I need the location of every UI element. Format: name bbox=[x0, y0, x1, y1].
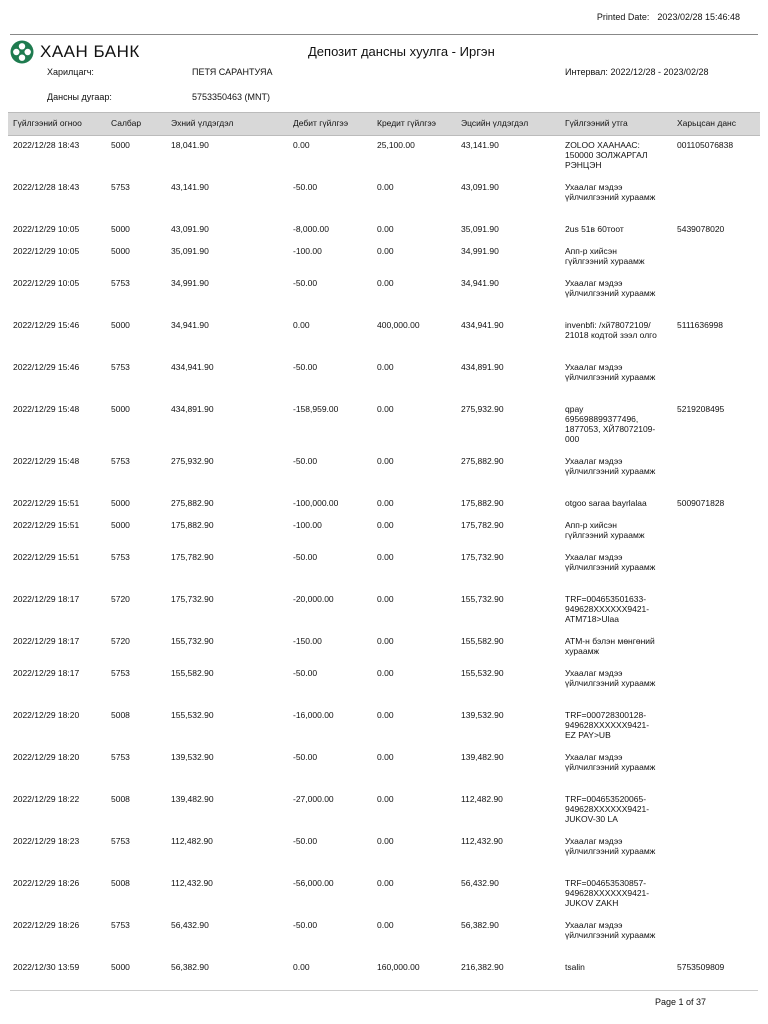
cell-counter-account: 5753509809 bbox=[677, 962, 725, 972]
column-header: Кредит гүйлгээ bbox=[377, 118, 437, 128]
cell-description: qpay 695698899377496, 1877053, ХЙ78072109- 000 bbox=[565, 404, 656, 444]
cell-credit: 0.00 bbox=[377, 278, 394, 288]
cell-branch: 5720 bbox=[111, 594, 130, 604]
cell-description: TRF=000728300128- 949628XXXXXX9421- EZ PAY>UB bbox=[565, 710, 650, 740]
cell-debit: -50.00 bbox=[293, 836, 318, 846]
column-header: Харьцсан данс bbox=[677, 118, 736, 128]
cell-branch: 5000 bbox=[111, 140, 130, 150]
cell-opening-balance: 34,991.90 bbox=[171, 278, 209, 288]
cell-description: Апп-р хийсэн гүйлгээний хураамж bbox=[565, 520, 645, 540]
printed-date-value: 2023/02/28 15:46:48 bbox=[657, 12, 740, 22]
cell-closing-balance: 43,091.90 bbox=[461, 182, 499, 192]
interval-value: 2022/12/28 - 2023/02/28 bbox=[610, 67, 709, 77]
cell-credit: 0.00 bbox=[377, 404, 394, 414]
cell-counter-account: 5219208495 bbox=[677, 404, 725, 414]
cell-debit: -56,000.00 bbox=[293, 878, 334, 888]
column-header: Гүйлгээний утга bbox=[565, 118, 628, 128]
cell-closing-balance: 175,732.90 bbox=[461, 552, 504, 562]
cell-closing-balance: 275,932.90 bbox=[461, 404, 504, 414]
cell-debit: -100.00 bbox=[293, 246, 322, 256]
cell-opening-balance: 112,432.90 bbox=[171, 878, 213, 888]
cell-description: Ухаалаг мэдээ үйлчилгээний хураамж bbox=[565, 920, 656, 940]
footer-divider bbox=[10, 990, 758, 991]
cell-description: Ухаалаг мэдээ үйлчилгээний хураамж bbox=[565, 182, 656, 202]
cell-debit: -50.00 bbox=[293, 182, 318, 192]
cell-description: Ухаалаг мэдээ үйлчилгээний хураамж bbox=[565, 752, 656, 772]
cell-opening-balance: 275,932.90 bbox=[171, 456, 214, 466]
cell-date: 2022/12/29 15:46 bbox=[13, 362, 80, 372]
cell-credit: 0.00 bbox=[377, 362, 394, 372]
cell-debit: -50.00 bbox=[293, 920, 318, 930]
cell-branch: 5000 bbox=[111, 520, 130, 530]
cell-date: 2022/12/30 13:59 bbox=[13, 962, 80, 972]
cell-credit: 0.00 bbox=[377, 552, 394, 562]
cell-closing-balance: 56,382.90 bbox=[461, 920, 499, 930]
column-header: Эхний үлдэгдэл bbox=[171, 118, 234, 128]
cell-credit: 0.00 bbox=[377, 920, 394, 930]
cell-credit: 0.00 bbox=[377, 498, 394, 508]
cell-debit: -50.00 bbox=[293, 456, 318, 466]
cell-closing-balance: 155,532.90 bbox=[461, 668, 504, 678]
cell-closing-balance: 175,882.90 bbox=[461, 498, 504, 508]
column-header: Салбар bbox=[111, 118, 142, 128]
cell-closing-balance: 112,432.90 bbox=[461, 836, 503, 846]
cell-credit: 160,000.00 bbox=[377, 962, 420, 972]
cell-date: 2022/12/29 18:22 bbox=[13, 794, 80, 804]
cell-branch: 5008 bbox=[111, 710, 130, 720]
cell-description: TRF=004653520065- 949628XXXXXX9421- JUKOV-30 LA bbox=[565, 794, 650, 824]
column-header: Гүйлгээний огноо bbox=[13, 118, 82, 128]
cell-branch: 5753 bbox=[111, 278, 130, 288]
cell-date: 2022/12/29 18:20 bbox=[13, 710, 80, 720]
cell-description: invenbfi: /хй78072109/ 21018 кодтой зээл олго bbox=[565, 320, 657, 340]
cell-credit: 400,000.00 bbox=[377, 320, 420, 330]
cell-branch: 5753 bbox=[111, 362, 130, 372]
cell-credit: 0.00 bbox=[377, 456, 394, 466]
cell-description: Ухаалаг мэдээ үйлчилгээний хураамж bbox=[565, 836, 656, 856]
cell-date: 2022/12/29 10:05 bbox=[13, 246, 80, 256]
cell-opening-balance: 43,141.90 bbox=[171, 182, 209, 192]
cell-credit: 0.00 bbox=[377, 752, 394, 762]
cell-date: 2022/12/29 15:46 bbox=[13, 320, 80, 330]
cell-credit: 0.00 bbox=[377, 520, 394, 530]
cell-description: Ухаалаг мэдээ үйлчилгээний хураамж bbox=[565, 456, 656, 476]
cell-debit: -100.00 bbox=[293, 520, 322, 530]
cell-date: 2022/12/29 18:17 bbox=[13, 594, 80, 604]
cell-debit: -50.00 bbox=[293, 278, 318, 288]
cell-debit: -150.00 bbox=[293, 636, 322, 646]
cell-opening-balance: 43,091.90 bbox=[171, 224, 209, 234]
cell-debit: -20,000.00 bbox=[293, 594, 334, 604]
cell-debit: -16,000.00 bbox=[293, 710, 334, 720]
cell-description: ZOLOO ХААНААС: 150000 ЗОЛЖАРГАЛ РЭНЦЭН bbox=[565, 140, 648, 170]
cell-description: TRF=004653530857- 949628XXXXXX9421- JUKOV ZAKH bbox=[565, 878, 650, 908]
cell-branch: 5753 bbox=[111, 752, 130, 762]
cell-debit: -50.00 bbox=[293, 362, 318, 372]
cell-opening-balance: 56,432.90 bbox=[171, 920, 209, 930]
cell-date: 2022/12/29 15:51 bbox=[13, 498, 80, 508]
cell-credit: 0.00 bbox=[377, 836, 394, 846]
cell-branch: 5753 bbox=[111, 668, 130, 678]
cell-branch: 5000 bbox=[111, 498, 130, 508]
cell-branch: 5753 bbox=[111, 456, 130, 466]
cell-credit: 0.00 bbox=[377, 794, 394, 804]
cell-opening-balance: 18,041.90 bbox=[171, 140, 209, 150]
cell-credit: 0.00 bbox=[377, 246, 394, 256]
cell-branch: 5008 bbox=[111, 878, 130, 888]
cell-credit: 0.00 bbox=[377, 224, 394, 234]
cell-closing-balance: 56,432.90 bbox=[461, 878, 499, 888]
cell-description: TRF=004653501633- 949628XXXXXX9421- ATM718>Ulaa bbox=[565, 594, 650, 624]
cell-closing-balance: 34,991.90 bbox=[461, 246, 499, 256]
bank-logo bbox=[10, 40, 140, 64]
cell-description: ATM-н бэлэн мөнгөний хураамж bbox=[565, 636, 655, 656]
cell-closing-balance: 155,732.90 bbox=[461, 594, 504, 604]
cell-closing-balance: 434,941.90 bbox=[461, 320, 504, 330]
cell-debit: -27,000.00 bbox=[293, 794, 334, 804]
cell-opening-balance: 434,891.90 bbox=[171, 404, 214, 414]
cell-date: 2022/12/29 18:17 bbox=[13, 668, 80, 678]
cell-branch: 5000 bbox=[111, 404, 130, 414]
cell-debit: -50.00 bbox=[293, 552, 318, 562]
interval bbox=[565, 67, 709, 77]
table-header bbox=[8, 112, 760, 136]
cell-description: Ухаалаг мэдээ үйлчилгээний хураамж bbox=[565, 362, 656, 382]
cell-opening-balance: 139,482.90 bbox=[171, 794, 214, 804]
cell-closing-balance: 275,882.90 bbox=[461, 456, 504, 466]
cell-description: otgoo saraa bayrlalaa bbox=[565, 498, 647, 508]
cell-debit: 0.00 bbox=[293, 320, 310, 330]
cell-description: 2us 51в 60тоот bbox=[565, 224, 624, 234]
column-header: Эцсийн үлдэгдэл bbox=[461, 118, 529, 128]
cell-debit: -50.00 bbox=[293, 668, 318, 678]
cell-counter-account: 5111636998 bbox=[677, 320, 724, 330]
cell-date: 2022/12/29 15:48 bbox=[13, 404, 80, 414]
cell-date: 2022/12/28 18:43 bbox=[13, 140, 80, 150]
cell-branch: 5753 bbox=[111, 182, 130, 192]
cell-credit: 0.00 bbox=[377, 668, 394, 678]
cell-description: Ухаалаг мэдээ үйлчилгээний хураамж bbox=[565, 668, 656, 688]
cell-description: Ухаалаг мэдээ үйлчилгээний хураамж bbox=[565, 278, 656, 298]
cell-credit: 0.00 bbox=[377, 182, 394, 192]
cell-branch: 5000 bbox=[111, 224, 130, 234]
cell-branch: 5753 bbox=[111, 552, 130, 562]
cell-counter-account: 5439078020 bbox=[677, 224, 725, 234]
cell-description: Апп-р хийсэн гүйлгээний хураамж bbox=[565, 246, 645, 266]
cell-date: 2022/12/29 15:48 bbox=[13, 456, 80, 466]
cell-branch: 5753 bbox=[111, 836, 130, 846]
cell-opening-balance: 155,532.90 bbox=[171, 710, 214, 720]
cell-debit: -8,000.00 bbox=[293, 224, 329, 234]
cell-debit: 0.00 bbox=[293, 962, 310, 972]
cell-opening-balance: 139,532.90 bbox=[171, 752, 214, 762]
column-header: Дебит гүйлгээ bbox=[293, 118, 349, 128]
cell-branch: 5000 bbox=[111, 320, 130, 330]
customer-label: Харилцагч: bbox=[47, 67, 94, 77]
cell-date: 2022/12/29 18:20 bbox=[13, 752, 80, 762]
cell-branch: 5753 bbox=[111, 920, 130, 930]
cell-date: 2022/12/29 15:51 bbox=[13, 552, 80, 562]
cell-date: 2022/12/29 10:05 bbox=[13, 278, 80, 288]
cell-opening-balance: 34,941.90 bbox=[171, 320, 209, 330]
cell-date: 2022/12/29 18:26 bbox=[13, 920, 80, 930]
cell-closing-balance: 155,582.90 bbox=[461, 636, 504, 646]
cell-counter-account: 001105076838 bbox=[677, 140, 734, 150]
cell-credit: 0.00 bbox=[377, 878, 394, 888]
cell-opening-balance: 35,091.90 bbox=[171, 246, 209, 256]
cell-closing-balance: 35,091.90 bbox=[461, 224, 499, 234]
cell-date: 2022/12/29 18:23 bbox=[13, 836, 80, 846]
cell-opening-balance: 434,941.90 bbox=[171, 362, 214, 372]
header-divider bbox=[10, 34, 758, 35]
cell-closing-balance: 139,532.90 bbox=[461, 710, 504, 720]
cell-date: 2022/12/28 18:43 bbox=[13, 182, 80, 192]
cell-date: 2022/12/29 10:05 bbox=[13, 224, 80, 234]
cell-opening-balance: 56,382.90 bbox=[171, 962, 209, 972]
cell-debit: -50.00 bbox=[293, 752, 318, 762]
cell-date: 2022/12/29 18:26 bbox=[13, 878, 80, 888]
cell-opening-balance: 112,482.90 bbox=[171, 836, 213, 846]
cell-opening-balance: 155,582.90 bbox=[171, 668, 214, 678]
cell-closing-balance: 112,482.90 bbox=[461, 794, 503, 804]
cell-description: Ухаалаг мэдээ үйлчилгээний хураамж bbox=[565, 552, 656, 572]
cell-branch: 5000 bbox=[111, 246, 130, 256]
cell-opening-balance: 175,782.90 bbox=[171, 552, 214, 562]
cell-credit: 0.00 bbox=[377, 636, 394, 646]
interval-label: Интервал: bbox=[565, 67, 608, 77]
cell-opening-balance: 275,882.90 bbox=[171, 498, 214, 508]
cell-date: 2022/12/29 15:51 bbox=[13, 520, 80, 530]
cell-branch: 5008 bbox=[111, 794, 130, 804]
printed-date bbox=[589, 12, 740, 22]
cell-credit: 0.00 bbox=[377, 710, 394, 720]
cell-closing-balance: 34,941.90 bbox=[461, 278, 499, 288]
cell-description: tsalin bbox=[565, 962, 585, 972]
cell-debit: 0.00 bbox=[293, 140, 310, 150]
cell-closing-balance: 139,482.90 bbox=[461, 752, 504, 762]
cell-date: 2022/12/29 18:17 bbox=[13, 636, 80, 646]
cell-closing-balance: 43,141.90 bbox=[461, 140, 499, 150]
cell-branch: 5000 bbox=[111, 962, 130, 972]
account-label: Дансны дугаар: bbox=[47, 92, 112, 102]
cell-debit: -158,959.00 bbox=[293, 404, 339, 414]
cell-branch: 5720 bbox=[111, 636, 130, 646]
printed-date-label: Printed Date: bbox=[596, 12, 650, 22]
cell-closing-balance: 175,782.90 bbox=[461, 520, 504, 530]
cell-credit: 25,100.00 bbox=[377, 140, 415, 150]
khan-bank-logo-icon bbox=[10, 40, 34, 64]
cell-opening-balance: 155,732.90 bbox=[171, 636, 214, 646]
cell-closing-balance: 216,382.90 bbox=[461, 962, 504, 972]
document-title: Депозит дансны хуулга - Иргэн bbox=[308, 44, 495, 59]
cell-debit: -100,000.00 bbox=[293, 498, 339, 508]
cell-credit: 0.00 bbox=[377, 594, 394, 604]
cell-closing-balance: 434,891.90 bbox=[461, 362, 504, 372]
account-number: 5753350463 (MNT) bbox=[192, 92, 271, 102]
cell-opening-balance: 175,882.90 bbox=[171, 520, 214, 530]
bank-name: ХААН БАНК bbox=[40, 42, 140, 61]
cell-counter-account: 5009071828 bbox=[677, 498, 725, 508]
cell-opening-balance: 175,732.90 bbox=[171, 594, 214, 604]
page-number: Page 1 of 37 bbox=[654, 997, 706, 1007]
customer-name: ПЕТЯ САРАНТУЯА bbox=[192, 67, 273, 77]
